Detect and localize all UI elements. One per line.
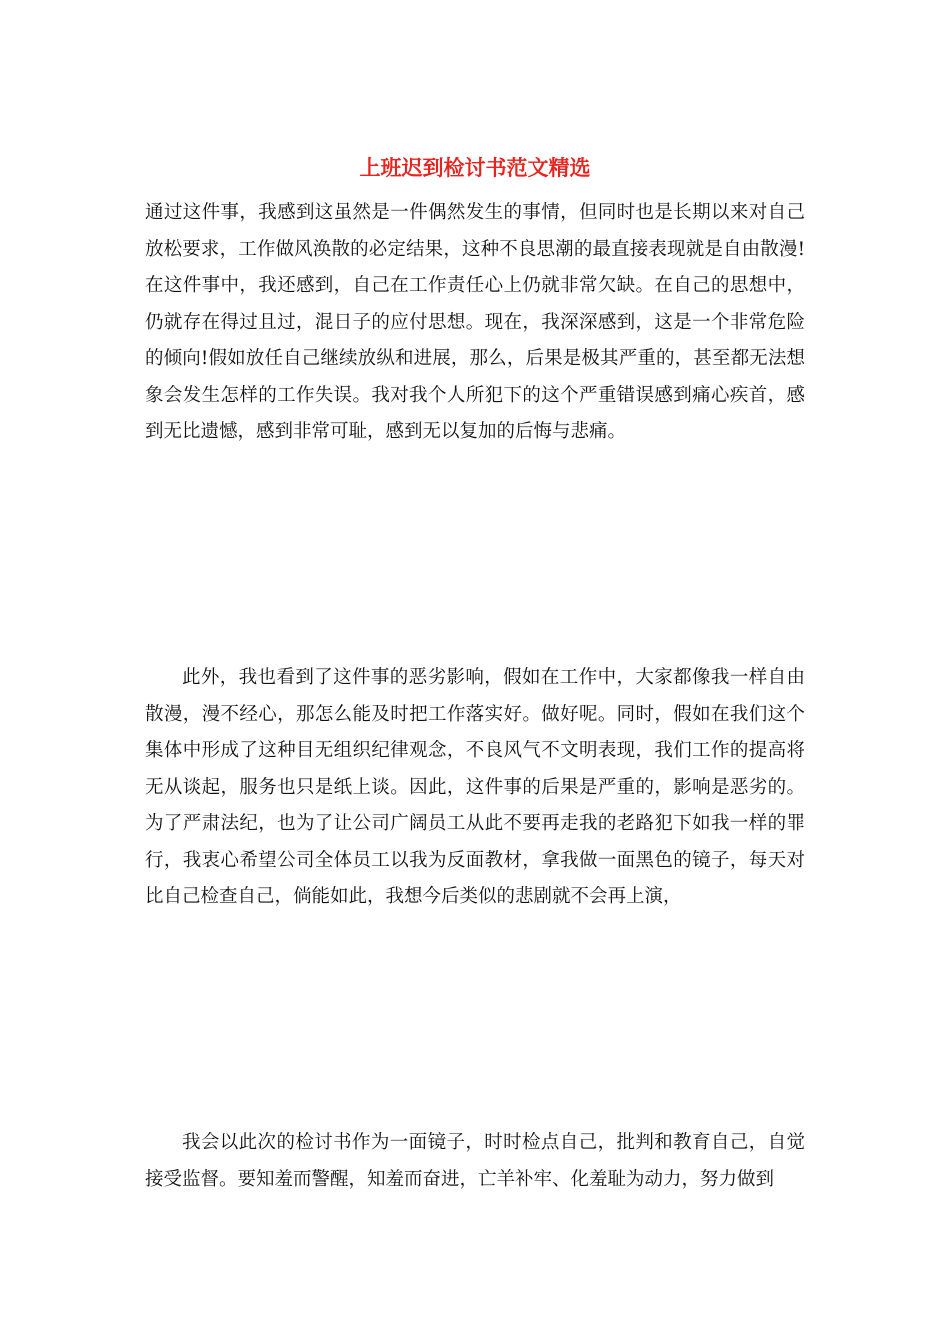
paragraph-1: 通过这件事，我感到这虽然是一件偶然发生的事情，但同时也是长期以来对自己放松要求，工作做风涣散的必定结果，这种不良思潮的最直接表现就是自由散漫!在这件事中，我还感到，自己在工作责任心上仍就非常欠缺。在自己的思想中，仍就存在得过且过，混日子的应付思想。现在，我深深感到，这是一个非常危险的倾向!假如放任自己继续放纵和进展，那么，后果是极其严重的，甚至都无法想象会发生怎样的工作失误。我对我个人所犯下的这个严重错误感到痛心疾首，感到无比遗憾，感到非常可耻，感到无以复加的后悔与悲痛。 [145,202,806,442]
paragraph-3: 我会以此次的检讨书作为一面镜子，时时检点自己，批判和教育自己，自觉接受监督。要知羞而警醒，知羞而奋进，亡羊补牢、化羞耻为动力，努力做到 [145,1132,805,1190]
paragraph-2: 此外，我也看到了这件事的恶劣影响，假如在工作中，大家都像我一样自由散漫，漫不经心，那怎么能及时把工作落实好。做好呢。同时，假如在我们这个集体中形成了这种目无组织纪律观念，不良风气不文明表现，我们工作的提高将无从谈起，服务也只是纸上谈。因此，这件事的后果是严重的，影响是恶劣的。为了严肃法纪，也为了让公司广阔员工从此不要再走我的老路犯下如我一样的罪行，我衷心希望公司全体员工以我为反面教材，拿我做一面黑色的镜子，每天对比自己检查自己，倘能如此，我想今后类似的悲剧就不会再上演， [145,667,805,907]
document-title: 上班迟到检讨书范文精选 [359,155,591,180]
